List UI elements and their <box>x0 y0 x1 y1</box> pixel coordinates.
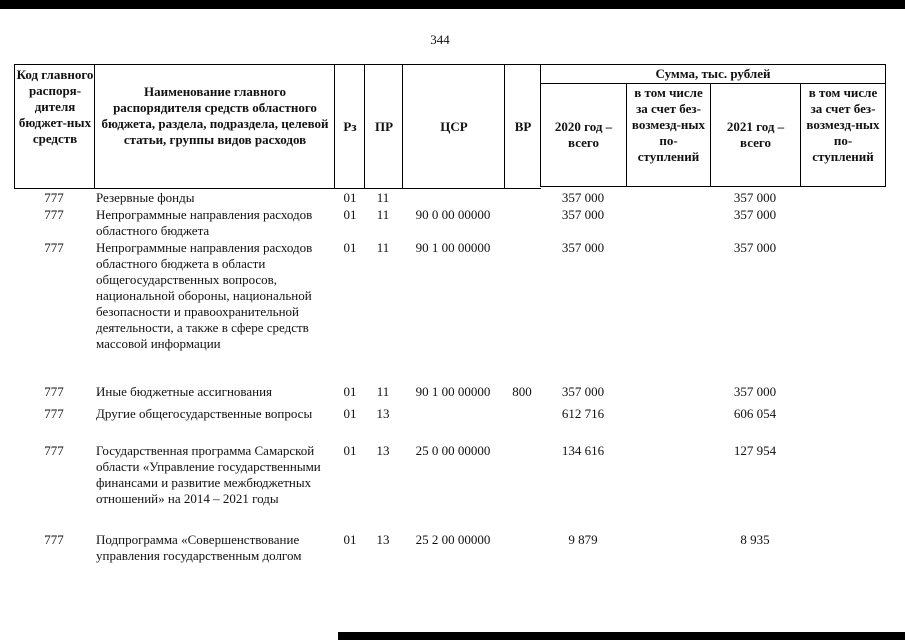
header-2020-total-cell <box>540 83 626 187</box>
header-2020-incl-cell <box>626 83 710 187</box>
row-rz: 01 <box>343 443 357 458</box>
row-sum-2021: 357 000 <box>733 384 777 399</box>
row-name: Подпрограмма «Совершенствование управления государственным долгом <box>96 532 302 563</box>
row-sum-2020: 134 616 <box>561 443 605 458</box>
row-rz: 01 <box>343 406 357 421</box>
row-name: Государственная программа Самарской области «Управление государственными финансами и развитие межбюджетных отношений» на 2014 – 2021 годы <box>96 443 321 506</box>
row-sum-2020: 357 000 <box>561 240 605 255</box>
row-csr: 90 0 00 00000 <box>415 207 491 222</box>
header-2020-incl-label: в том числе за счет без-возмезд-ных по-ступлений <box>631 85 706 164</box>
row-sum-2020: 357 000 <box>561 207 605 222</box>
header-rz-cell <box>334 64 365 189</box>
row-rz: 01 <box>343 532 357 547</box>
header-2021-total-label: 2021 год – всего <box>726 118 785 150</box>
row-rz: 01 <box>343 384 357 399</box>
row-name: Резервные фонды <box>96 190 195 205</box>
header-sum-title-cell <box>540 64 886 84</box>
row-code: 777 <box>44 240 64 255</box>
row-sum-2021: 357 000 <box>733 190 777 205</box>
header-2020-total-label: 2020 год – всего <box>554 118 613 150</box>
row-vr: 800 <box>512 384 532 399</box>
top-scan-border <box>0 0 905 9</box>
row-pr: 11 <box>376 190 390 205</box>
header-csr-label: ЦСР <box>440 118 468 134</box>
header-vr-cell <box>504 64 541 189</box>
row-csr: 25 0 00 00000 <box>415 443 491 458</box>
header-name-label: Наименование главного распорядителя средств областного бюджета, раздела, подраздела, целевой статьи, группы видов расходов <box>101 84 329 147</box>
row-code: 777 <box>44 406 64 421</box>
header-2021-incl-cell <box>800 83 886 187</box>
header-pr-label: ПР <box>374 118 394 134</box>
header-rz-label: Рз <box>343 118 357 134</box>
header-name-cell <box>94 64 335 189</box>
header-code-label: Код главного распоря-дителя бюджет-ных средств <box>16 67 94 146</box>
row-csr: 90 1 00 00000 <box>415 384 491 399</box>
row-pr: 11 <box>376 207 390 222</box>
row-sum-2021: 357 000 <box>733 207 777 222</box>
header-2021-incl-label: в том числе за счет без-возмезд-ных по-ступлений <box>806 85 880 164</box>
row-sum-2021: 127 954 <box>733 443 777 458</box>
header-2021-total-cell <box>710 83 800 187</box>
row-csr: 90 1 00 00000 <box>415 240 491 255</box>
row-pr: 13 <box>376 406 390 421</box>
row-rz: 01 <box>343 190 357 205</box>
header-csr-cell <box>402 64 505 189</box>
row-pr: 11 <box>376 384 390 399</box>
page-number: 344 <box>430 32 450 47</box>
row-code: 777 <box>44 443 64 458</box>
row-sum-2020: 357 000 <box>561 190 605 205</box>
header-pr-cell <box>364 64 403 189</box>
header-code-cell <box>14 64 95 189</box>
row-code: 777 <box>44 207 64 222</box>
header-vr-label: ВР <box>514 118 532 134</box>
row-name: Другие общегосударственные вопросы <box>96 406 313 421</box>
header-sum-title: Сумма, тыс. рублей <box>655 66 771 81</box>
row-name: Непрограммные направления расходов областного бюджета в области общегосударственных вопросов, национальной обороны, национальной безопасности и правоохранительной деятельности, а также в сфере средств массовой информации <box>96 240 313 351</box>
row-csr: 25 2 00 00000 <box>415 532 491 547</box>
row-rz: 01 <box>343 240 357 255</box>
row-sum-2020: 9 879 <box>568 532 598 547</box>
row-sum-2020: 612 716 <box>561 406 605 421</box>
row-code: 777 <box>44 384 64 399</box>
row-pr: 11 <box>376 240 390 255</box>
row-name: Непрограммные направления расходов областного бюджета <box>96 207 313 238</box>
row-code: 777 <box>44 532 64 547</box>
row-pr: 13 <box>376 532 390 547</box>
row-code: 777 <box>44 190 64 205</box>
row-rz: 01 <box>343 207 357 222</box>
row-pr: 13 <box>376 443 390 458</box>
row-sum-2021: 606 054 <box>733 406 777 421</box>
row-name: Иные бюджетные ассигнования <box>96 384 273 399</box>
bottom-scan-border <box>338 632 905 640</box>
row-sum-2020: 357 000 <box>561 384 605 399</box>
row-sum-2021: 357 000 <box>733 240 777 255</box>
row-sum-2021: 8 935 <box>740 532 770 547</box>
